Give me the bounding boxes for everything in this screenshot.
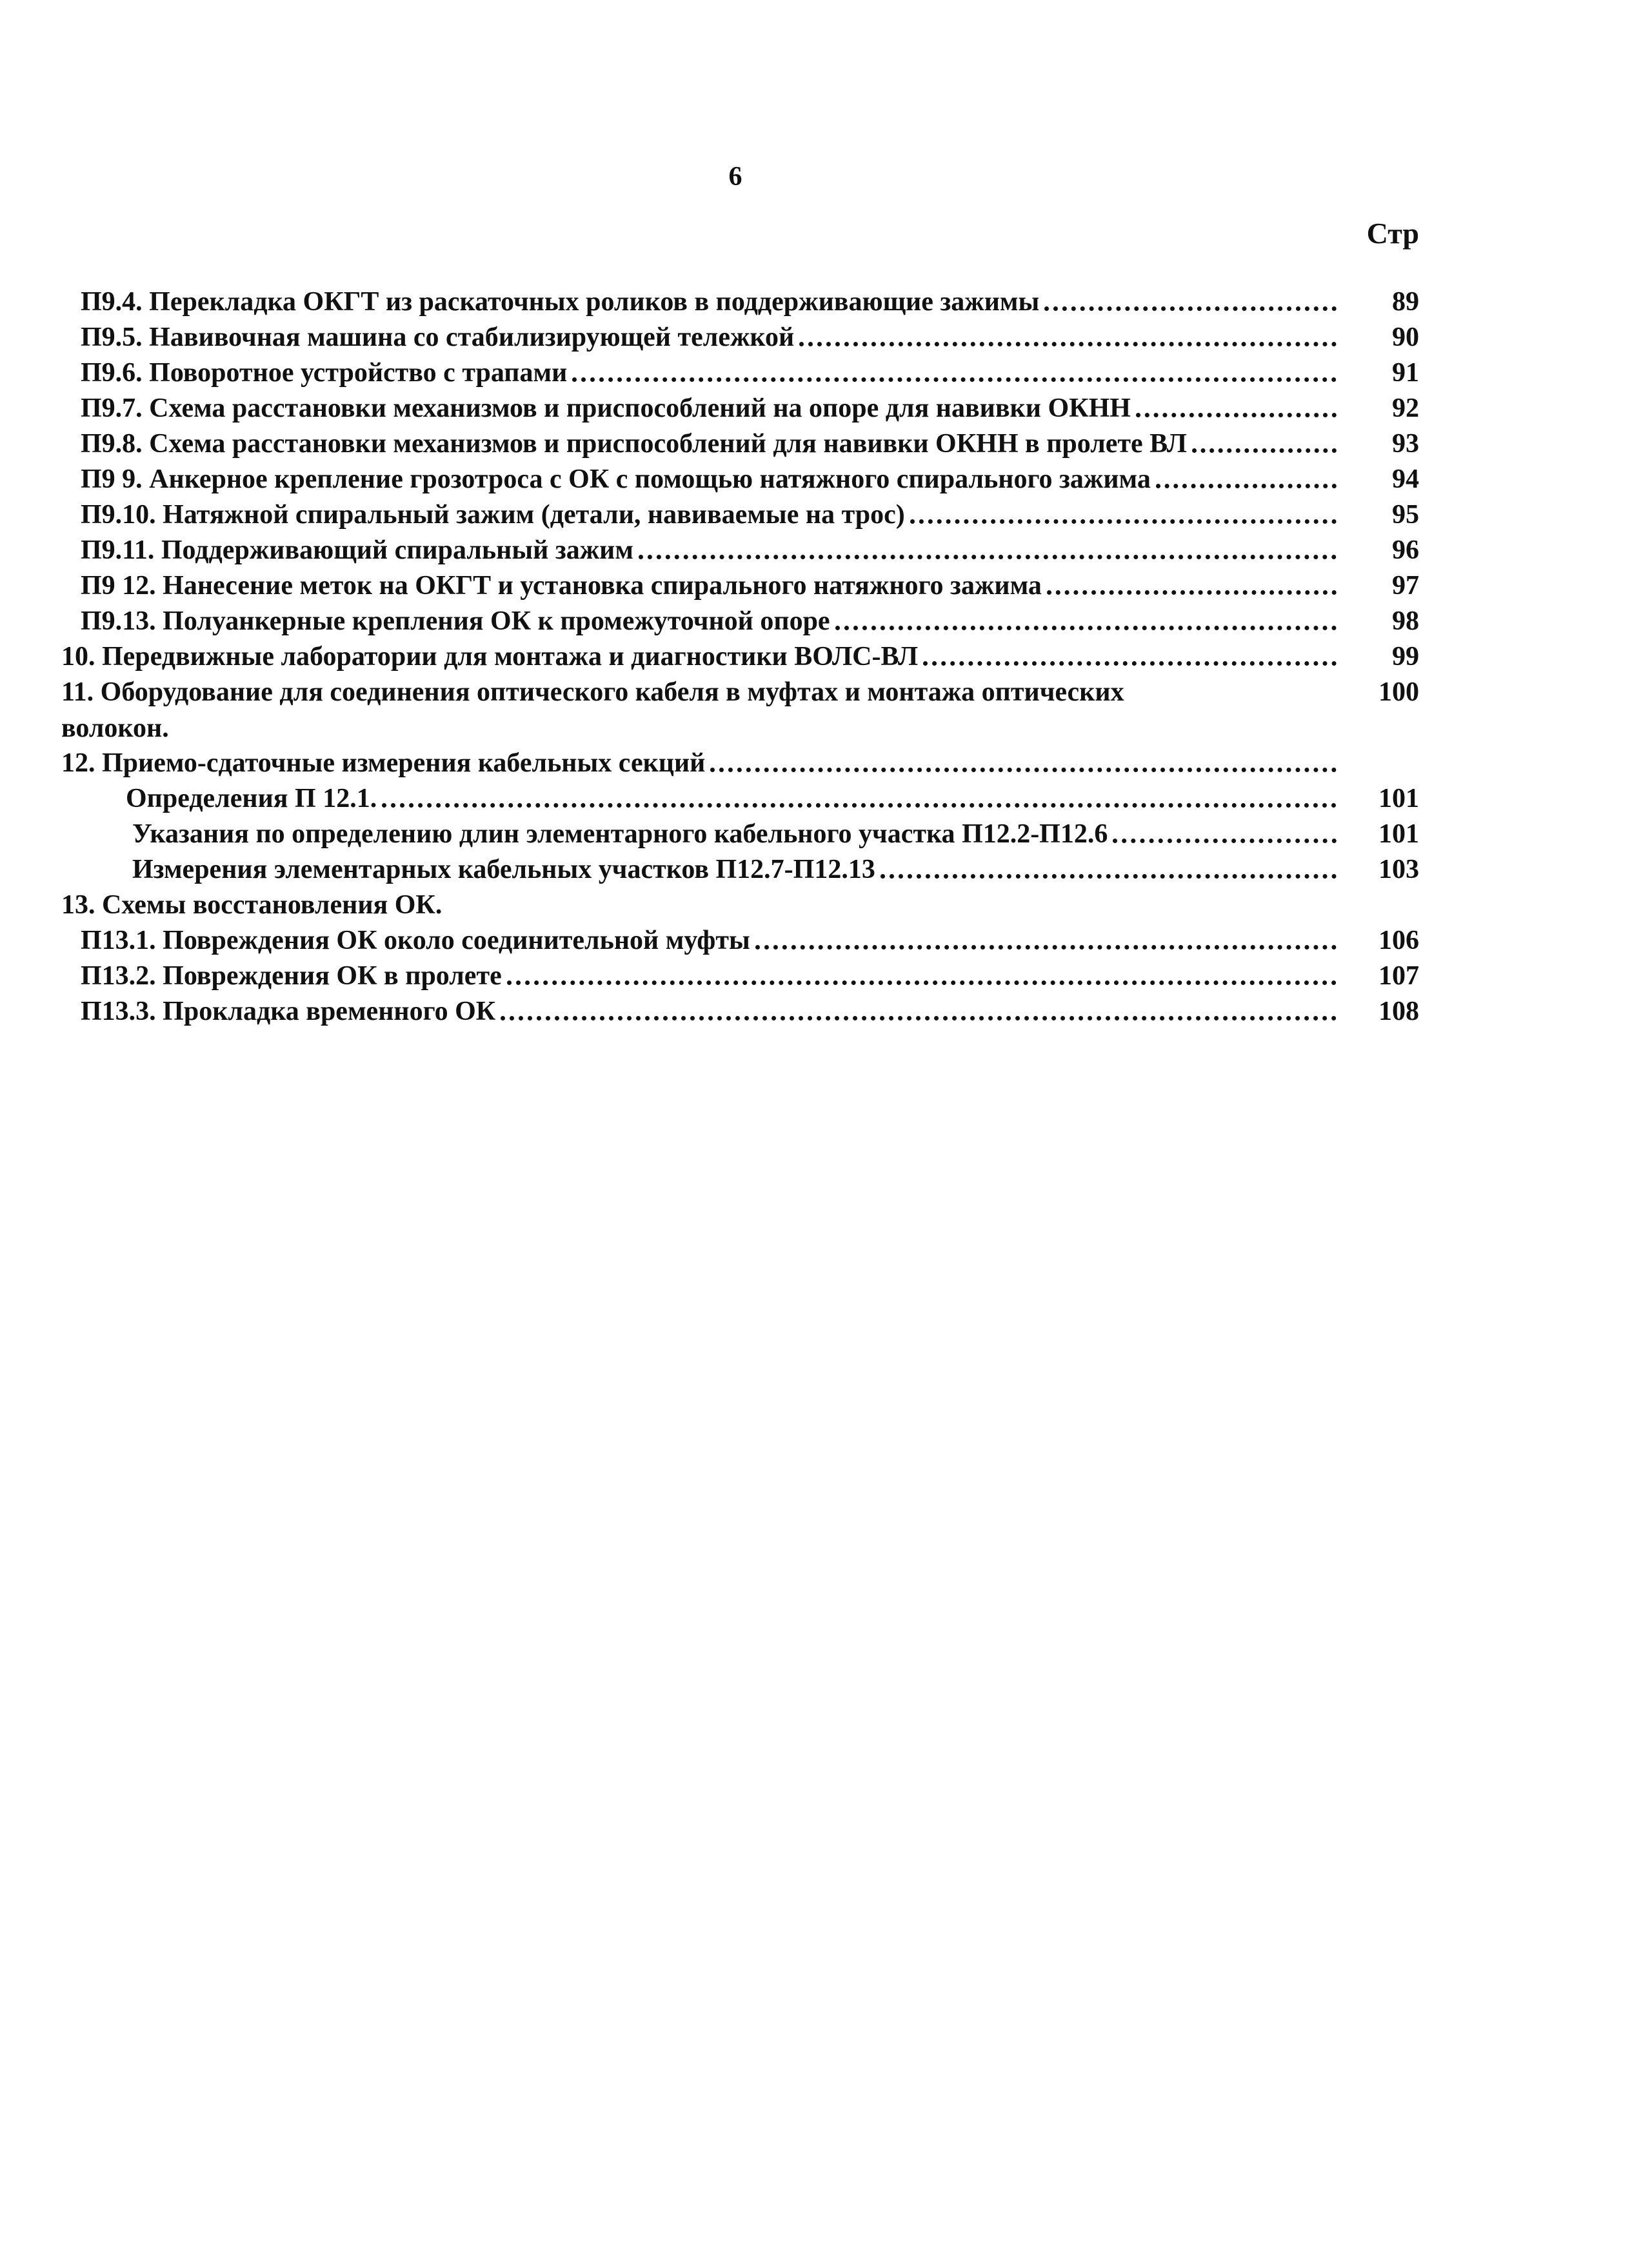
- toc-entry: [126, 781, 1419, 817]
- toc-entry-title: 12. Приемо-сдаточные измерения кабельных секций: [61, 748, 706, 778]
- toc-entry: [61, 674, 1419, 746]
- toc-entry: [81, 603, 1419, 639]
- toc-entry: [81, 319, 1419, 355]
- toc-entry-page: 96: [1392, 535, 1419, 565]
- dot-leader: [382, 803, 1337, 808]
- toc-entry-page: 99: [1392, 642, 1419, 671]
- toc-entry-title: П9.10. Натяжной спиральный зажим (детали, навиваемые на трос): [81, 500, 905, 530]
- toc-entry: [61, 639, 1419, 675]
- toc-entry: [81, 284, 1419, 320]
- toc-entry-page: 106: [1378, 926, 1419, 955]
- toc-entry-title: П9.4. Перекладка ОКГТ из раскаточных роликов в поддерживающие зажимы: [81, 287, 1040, 317]
- dot-leader: [710, 768, 1337, 772]
- toc-entry-title: 11. Оборудование для соединения оптического кабеля в муфтах и монтажа оптических: [61, 677, 1124, 707]
- toc-entry-title: П13.1. Повреждения ОК около соединительной муфты: [81, 926, 750, 955]
- dot-leader: [881, 874, 1337, 879]
- toc-entry-page: 101: [1378, 784, 1419, 813]
- toc-entry-page: 89: [1392, 287, 1419, 317]
- toc-entry-page: 98: [1392, 606, 1419, 636]
- toc-entry-title: П9.13. Полуанкерные крепления ОК к промежуточной опоре: [81, 606, 830, 636]
- toc-entry: [81, 497, 1419, 533]
- toc-entry: [81, 426, 1419, 462]
- dot-leader: [755, 945, 1337, 950]
- dot-leader: [1044, 306, 1337, 311]
- dot-leader: [835, 626, 1337, 630]
- dot-leader: [1136, 413, 1337, 417]
- toc-entry-page: 103: [1378, 855, 1419, 884]
- dot-leader: [799, 342, 1337, 346]
- dot-leader: [1156, 484, 1337, 488]
- toc-entry-title: Измерения элементарных кабельных участков П12.7-П12.13: [132, 855, 875, 884]
- toc-entry: [81, 568, 1419, 604]
- toc-entry: [81, 461, 1419, 497]
- toc-entry-title: П13.3. Прокладка временного ОК: [81, 997, 496, 1026]
- toc-entry-title: П9.5. Навивочная машина со стабилизирующей тележкой: [81, 323, 795, 352]
- toc-entry-title: 10. Передвижные лаборатории для монтажа и диагностики ВОЛС-ВЛ: [61, 642, 919, 671]
- toc-entry-page: 101: [1378, 819, 1419, 849]
- toc-entry-page: 92: [1392, 393, 1419, 423]
- dot-leader: [910, 519, 1337, 524]
- toc-entry-page: 90: [1392, 323, 1419, 352]
- toc-entry: [81, 958, 1419, 994]
- toc-entry: [81, 993, 1419, 1030]
- dot-leader: [501, 1016, 1337, 1020]
- toc-entry-title: П9.7. Схема расстановки механизмов и приспособлений на опоре для навивки ОКНН: [81, 393, 1131, 423]
- toc-entry-title: П13.2. Повреждения ОК в пролете: [81, 961, 502, 991]
- toc-entry-page: 93: [1392, 429, 1419, 459]
- toc-entry-title: П9 9. Анкерное крепление грозотроса с ОК с помощью натяжного спирального зажима: [81, 464, 1151, 494]
- toc-entry-page: 100: [1378, 677, 1419, 707]
- toc-entry: [81, 922, 1419, 959]
- toc-entry-title: 13. Схемы восстановления ОК.: [61, 890, 443, 920]
- dot-leader: [1047, 590, 1337, 595]
- dot-leader: [639, 555, 1337, 559]
- toc-section-heading: [61, 745, 1342, 781]
- toc-entry-title: Определения П 12.1.: [126, 784, 377, 813]
- dot-leader: [507, 980, 1337, 985]
- toc-section-heading: [61, 887, 1342, 923]
- toc-entry-page: 107: [1378, 961, 1419, 991]
- toc-entry-page: 95: [1392, 500, 1419, 530]
- toc-entry-title: П9.11. Поддерживающий спиральный зажим: [81, 535, 633, 565]
- page-column-header: Стр: [1366, 217, 1419, 250]
- dot-leader: [572, 377, 1337, 382]
- toc-entry-title: П9 12. Нанесение меток на ОКГТ и установка спирального натяжного зажима: [81, 571, 1042, 601]
- page-number: 6: [728, 162, 742, 192]
- toc-entry: [81, 532, 1419, 568]
- dot-leader: [923, 661, 1337, 666]
- toc-entry-title-continued: волокон.: [61, 713, 169, 743]
- toc-entry-page: 91: [1392, 358, 1419, 388]
- toc-entry: [132, 851, 1419, 888]
- toc-entry-page: 108: [1378, 997, 1419, 1026]
- toc-entry-title: П9.8. Схема расстановки механизмов и приспособлений для навивки ОКНН в пролете ВЛ: [81, 429, 1187, 459]
- toc-entry: [81, 390, 1419, 426]
- toc-entry-page: 94: [1392, 464, 1419, 494]
- dot-leader: [1113, 839, 1337, 843]
- toc-entry: [81, 355, 1419, 391]
- toc-entry-title: П9.6. Поворотное устройство с трапами: [81, 358, 568, 388]
- toc-entry: [132, 816, 1419, 852]
- dot-leader: [1192, 448, 1337, 453]
- toc-entry-page: 97: [1392, 571, 1419, 601]
- toc-entry-title: Указания по определению длин элементарного кабельного участка П12.2-П12.6: [132, 819, 1108, 849]
